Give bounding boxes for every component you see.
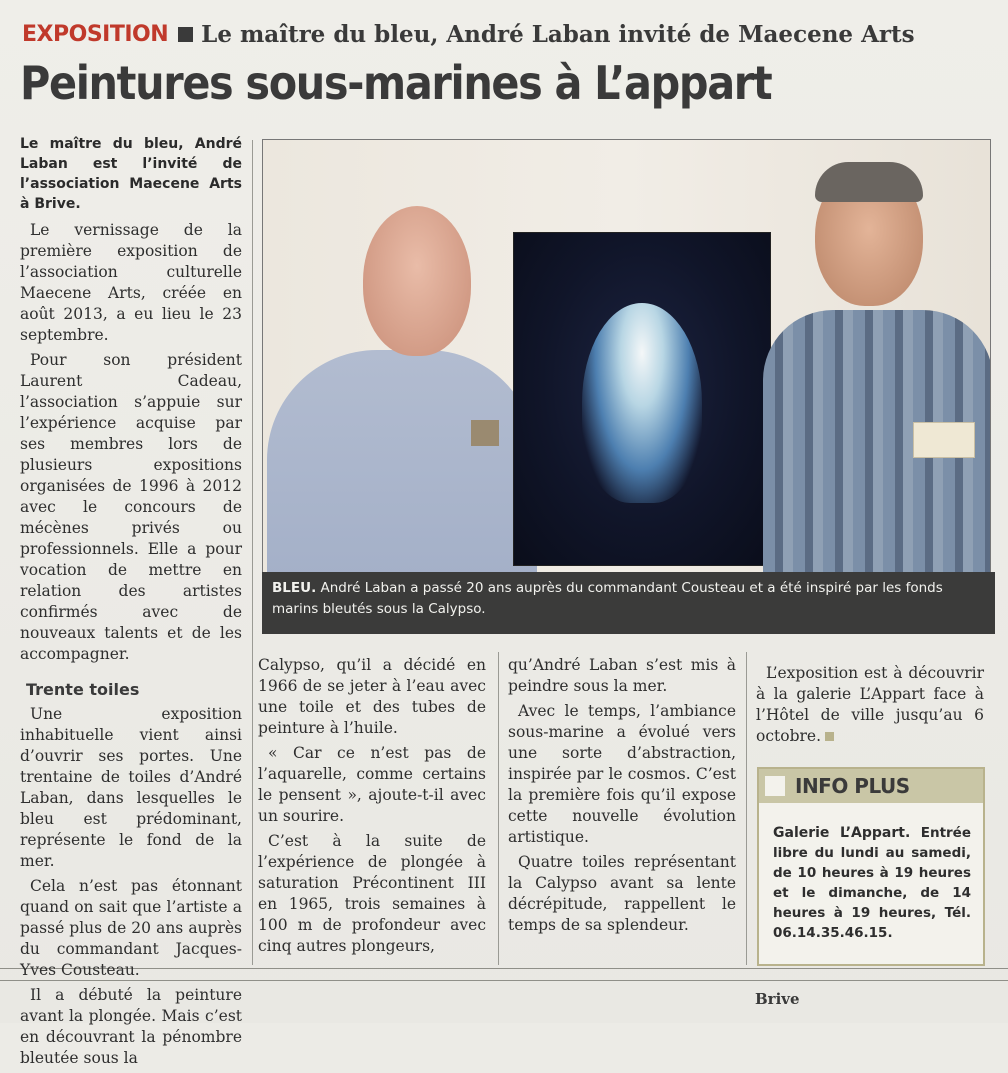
paragraph-text: L’exposition est à découvrir à la galerie L’Appart face à l’Hôtel de ville jusqu’au 6 octobre.: [756, 664, 984, 745]
caption-text: André Laban a passé 20 ans auprès du commandant Cousteau et a été inspiré par les fonds marins bleutés sous la Calypso.: [272, 580, 943, 617]
kicker: [22, 18, 915, 50]
caption-label: BLEU.: [272, 580, 317, 596]
painting: [513, 232, 771, 566]
info-details: Entrée libre du lundi au samedi, de 10 heures à 19 heures et le dimanche, de 14 heures à 19 heures, Tél. 06.14.35.46.15.: [773, 825, 971, 941]
headline: Peintures sous-marines à L’appart: [20, 56, 772, 110]
paragraph: Pour son président Laurent Cadeau, l’association s’appuie sur l’expérience acquise par ses membres lors de plusieurs expositions organisées de 1996 à 2012 avec le concours de mécènes privés ou professionnels. Elle a pour vocation de mettre en relation des artistes confirmés avec de nouveaux talents et de les accompagner.: [20, 351, 242, 663]
paragraph: C’est à la suite de l’expérience de plongée à saturation Précontinent III en 1965, trois semaines à 100 m de profondeur avec cinq autres plongeurs,: [258, 832, 486, 955]
end-of-article-icon: [825, 732, 834, 741]
article-lead: Le maître du bleu, André Laban est l’invité de l’association Maecene Arts à Brive.: [20, 136, 242, 212]
name-badge: [471, 420, 499, 446]
paragraph: [756, 663, 984, 747]
subheading: Trente toiles: [26, 680, 140, 699]
column-rule: [498, 652, 499, 965]
kicker-subtitle: Le maître du bleu, André Laban invité de Maecene Arts: [201, 20, 915, 48]
column-3: [508, 655, 736, 940]
info-box-title: INFO PLUS: [795, 774, 910, 798]
paragraph: « Car ce n’est pas de l’aquarelle, comme certains le pensent », ajoute-t-il avec un sourire.: [258, 744, 486, 825]
info-box: [757, 767, 985, 966]
column-2: [258, 655, 486, 961]
info-box-header: [759, 769, 983, 803]
paragraph: Le vernissage de la première exposition de l’association culturelle Maecene Arts, créée en août 2013, a eu lieu le 23 septembre.: [20, 221, 242, 344]
paragraph: Cela n’est pas étonnant quand on sait que l’artiste a passé plus de 20 ans auprès du commandant Jacques-Yves Cousteau.: [20, 877, 242, 979]
paragraph: Quatre toiles représentant la Calypso avant sa lente décrépitude, rappellent le temps de sa splendeur.: [508, 853, 736, 934]
person-head: [363, 206, 471, 356]
person-andre-laban: [267, 350, 537, 573]
paragraph: qu’André Laban s’est mis à peindre sous la mer.: [508, 656, 736, 695]
person-hair: [815, 162, 923, 202]
column-1: [20, 134, 242, 1073]
square-bullet-icon: [178, 27, 193, 42]
paragraph: Calypso, qu’il a décidé en 1966 de se jeter à l’eau avec une toile et des tubes de peinture à l’huile.: [258, 656, 486, 737]
kicker-label: EXPOSITION: [22, 21, 169, 47]
square-bullet-icon: [765, 776, 785, 796]
column-rule: [746, 652, 747, 965]
info-box-body: [759, 803, 983, 943]
info-venue: Galerie L’Appart.: [773, 825, 911, 841]
article-photo: [262, 139, 991, 573]
paragraph: Il a débuté la peinture avant la plongée. Mais c’est en découvrant la pénombre bleutée sous la: [20, 986, 242, 1067]
photo-caption: [262, 572, 995, 634]
paragraph: Avec le temps, l’ambiance sous-marine a évolué vers une sorte d’abstraction, inspirée par le cosmos. C’est la première fois qu’il expose cette nouvelle évolution artistique.: [508, 702, 736, 846]
painting-subject: [582, 303, 702, 503]
paragraph: Une exposition inhabituelle vient ainsi d’ouvrir ses portes. Une trentaine de toiles d’André Laban, dans lesquelles le bleu est prédominant, représente le fond de la mer.: [20, 705, 242, 870]
section-name: Brive: [755, 990, 800, 1008]
name-badge: [913, 422, 975, 458]
column-rule: [252, 140, 253, 965]
column-4: [756, 663, 984, 751]
